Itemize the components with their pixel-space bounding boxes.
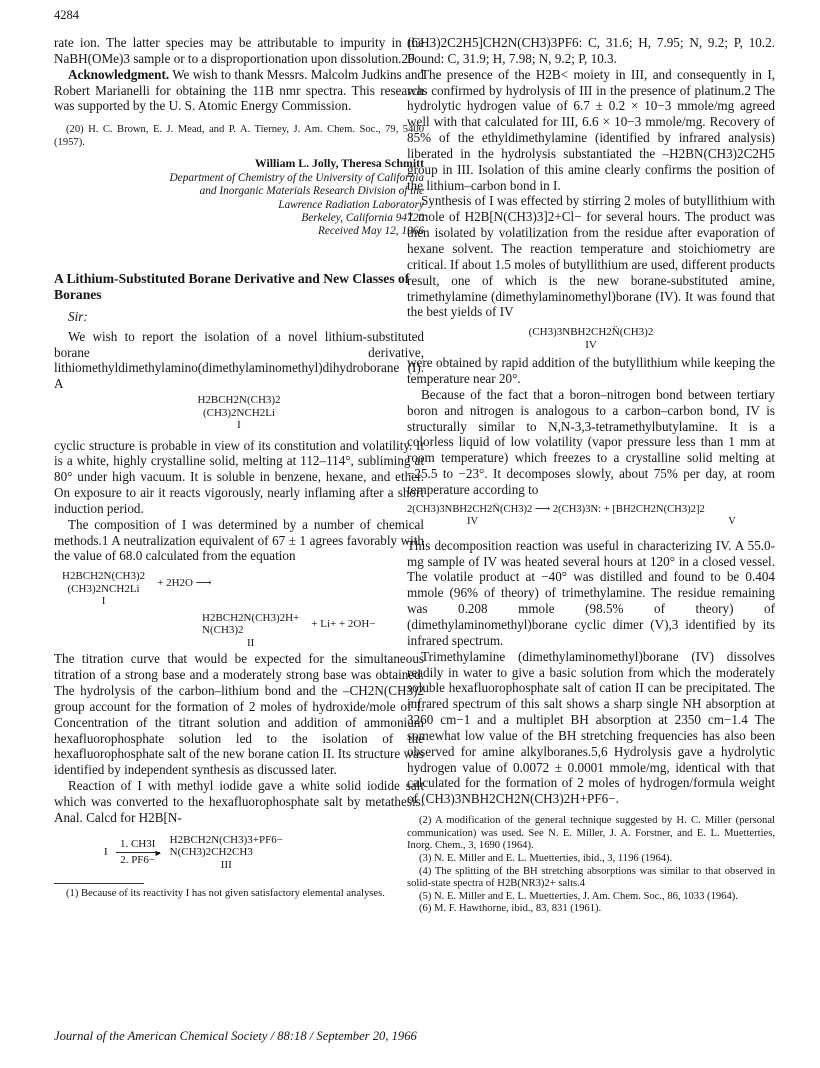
eq-reactant-I-bottom: (CH3)2NCH2Li: [67, 582, 140, 595]
paragraph-decomposition: This decomposition reaction was useful in characterizing IV. A 55.0-mg sample of IV was heated several hours at 120° in a closed vessel. The volatile product at −40° was distilled and found to be 0.404 mmole (96% of theory) of trimethylamine. The residue remaining was 0.208 mmole (98.5% of theory) of (dimethylaminomethyl)borane cyclic dimer (V),3 identified by its infrared spectrum.: [407, 537, 775, 648]
structure-I: [54, 394, 424, 432]
author-names: William L. Jolly, Theresa Schmitt: [254, 156, 424, 171]
equation-hydrolysis: [62, 570, 424, 649]
salutation: Sir:: [68, 308, 88, 324]
equation-III: [104, 834, 424, 872]
eq-decomp-formula: 2(CH3)3NBH2CH2N̈(CH3)2 ⟶ 2(CH3)3N: + [BH2CH2N(CH3)2]2: [407, 503, 705, 515]
footnote-5: (5) N. E. Miller and E. L. Muetterties, J. Am. Chem. Soc., 86, 1033 (1964).: [419, 890, 738, 902]
paragraph-intro: We wish to report the isolation of a novel lithium-substituted borane derivative, lithiomethyldimethylamino(dimethylaminomethyl)dihydroborane (I). A: [54, 328, 424, 392]
footnote-4: (4) The splitting of the BH stretching absorptions was similar to that observed in solid-state spectra of H2B(NR3)2+ salts.4: [407, 865, 775, 890]
eq-III-step-2: 2. PF6−: [120, 853, 156, 866]
article-title: A Lithium-Substituted Borane Derivative and New Classes of Boranes: [54, 270, 410, 302]
structure-IV-label: IV: [585, 338, 597, 351]
eq-reactant-I-label: I: [101, 595, 106, 608]
paragraph-composition: The composition of I was determined by a number of chemical methods.1 A neutralization equivalent of 67 ± 1 agrees favorably with the value of 68.0 calculated from the equation: [54, 516, 424, 564]
acknowledgment: [54, 67, 424, 115]
eq-product-II-rhs: + Li+ + 2OH−: [311, 618, 376, 631]
acknowledgment-body: We wish to thank Messrs. Malcolm Judkins and Robert Marianelli for obtaining the 11B nmr spectra. This research was supported by the U. S. Atomic Energy Commission.: [54, 66, 424, 114]
structure-IV: [407, 326, 775, 351]
structure-I-bottom: (CH3)2NCH2Li: [202, 406, 276, 419]
paragraph-calcd: (CH3)2C2H5]CH2N(CH3)3PF6: C, 31.6; H, 7.95; N, 9.2; P, 10.2. Found: C, 31.9; H, 7.98; N, 9.2; P, 10.3.: [407, 35, 775, 66]
eq-III-arrow: [116, 838, 163, 866]
footnote-3: (3) N. E. Miller and E. L. Muetterties, ibid., 3, 1196 (1964).: [419, 852, 673, 864]
footnote-2: (2) A modification of the general technique suggested by H. C. Miller (personal communication) was used. See N. E. Miller, J. A. Forstner, and E. L. Muetterties, Inorg. Chem., 3, 1690 (1964).: [407, 815, 775, 852]
paragraph-titration: The titration curve that would be expected for the simultaneous titration of a strong base and a moderately strong base was obtained. The hydrolysis of the carbon–lithium bond and the –CH2N(CH3)2 group account for the formation of 2 moles of hydroxide/mole of I. Concentration of the titrant solution and addition of ammonium hexafluorophosphate solution led to the isolation of the hexafluorophosphate salt of the new borane cation II. Its structure was identified by independent synthesis as discussed later.: [54, 651, 424, 778]
eq-decomp-labels: [407, 516, 775, 528]
paragraph-presence: The presence of the H2B< moiety in III, and consequently in I, was confirmed by hydrolysis of III in the presence of platinum.2 The hydrolytic hydrogen value of 6.7 ± 0.2 × 10−3 mmole/mg agreed well with that calculated for III, 6.6 × 10−3 mmole/mg. Recovery of 85% of the ethyldimethylamine (identified by infrared analysis) liberated in the hydrolysis substantiated the –H2BN(CH3)2C2H5 group in III. Isolation of this amine clearly confirms the position of the lithium–carbon bond in I.: [407, 66, 775, 193]
journal-footer: Journal of the American Chemical Society / 88:18 / September 20, 1966: [54, 1029, 417, 1043]
paragraph-synthesis: Synthesis of I was effected by stirring 2 moles of butyllithium with 1 mole of H2B[N(CH3)3]2+Cl− for several hours. The product was then isolated by volatilization from the residue after evaporation of hexane solvent. The reaction temperature and stoichiometry are critical. If about 1.5 moles of butyllithium are used, different products result, one of which is the new borane-substituted amine, trimethylamine (dimethylaminomethyl)borane (IV). It was found that the best yields of IV: [407, 193, 775, 320]
affiliation-line-4: Berkeley, California 94720: [301, 212, 424, 225]
eq-III-reactant: I: [104, 846, 108, 859]
left-column: [54, 35, 424, 901]
eq-III-product-top: H2BCH2N(CH3)3+PF6−: [169, 833, 283, 846]
right-column: [407, 35, 775, 916]
page-number: 4284: [54, 8, 79, 22]
eq-III-product-bottom: N(CH3)2CH2CH3: [169, 846, 253, 859]
paragraph-bond: Because of the fact that a boron–nitrogen bond between tertiary boron and nitrogen is analogous to a carbon–carbon bond, IV is structurally similar to N,N-3,3-tetramethylbutylamine. It is a colorless liquid of low volatility (vapor pressure less than 1 mm at room temperature) which freezes to a crystalline solid melting at −25.5 to −23°. It decomposes slowly, about 75% per day, at room temperature according to: [407, 386, 775, 497]
paragraph-dissolves: Trimethylamine (dimethylaminomethyl)borane (IV) dissolves readily in water to give a basic solution from which the moderately soluble hexafluorophosphate salt of cation II can be precipitated. The infrared spectrum of this salt shows a sharp single NH absorption at 3260 cm−1 and a multiplet BH absorption at 2350 cm−1.4 The somewhat low value of the BH stretching frequencies has also been observed for amine alkylboranes.5,6 Hydrolysis gave a hydrolytic hydrogen value of 0.0072 ± 0.0001 mmole/mg, identical with that calculated for the formation of 2 moles of hydrogen/formula weight of (CH3)3NBH2CH2N(CH3)2H+PF6−.: [407, 648, 775, 807]
eq-III-step-1: 1. CH3I: [119, 838, 156, 851]
footnotes-right: [407, 815, 775, 916]
paragraph-rapid: were obtained by rapid addition of the butyllithium while keeping the temperature near 20°.: [407, 355, 775, 387]
structure-I-label: I: [237, 419, 241, 432]
paragraph-cyclic: cyclic structure is probable in view of its constitution and volatility. It is a white, highly crystalline solid, melting at 112–114°, subliming at 80° under high vacuum. It is soluble in benzene, hexane, and ether. On exposure to air it reacts vigorously, nearly inflaming after a short induction period.: [54, 437, 424, 516]
eq-III-label: III: [220, 858, 232, 871]
eq-III-arrow-line: ►: [116, 852, 160, 853]
eq-product-II-label: II: [246, 636, 255, 649]
eq-plus-water: + 2H2O ⟶: [157, 576, 212, 589]
paragraph-methyl-iodide: Reaction of I with methyl iodide gave a white solid iodide salt which was converted to the hexafluorophosphate salt by metathesis. Anal. Calcd for H2B[N-: [54, 778, 424, 825]
footnote-20: (20) H. C. Brown, E. J. Mead, and P. A. Tierney, J. Am. Chem. Soc., 79, 5400 (1957).: [54, 124, 424, 148]
equation-decomposition: [407, 504, 775, 528]
footnote-6: (6) M. F. Hawthorne, ibid., 83, 831 (1961).: [419, 903, 602, 915]
eq-product-II-bottom: N(CH3)2: [202, 624, 244, 637]
footnote-1: (1) Because of its reactivity I has not given satisfactory elemental analyses.: [66, 888, 385, 900]
eq-reactant-I-top: H2BCH2N(CH3)2: [62, 570, 146, 583]
affiliation-line-1: Department of Chemistry of the University of California: [169, 171, 424, 184]
structure-I-top: H2BCH2N(CH3)2: [197, 394, 281, 407]
eq-decomp-label-V: V: [728, 515, 736, 527]
affiliation-line-3: Lawrence Radiation Laboratory: [278, 198, 424, 211]
eq-product-II-top: H2BCH2N(CH3)2H+: [202, 611, 300, 624]
footnote-rule: [54, 883, 144, 884]
affiliation-line-2: and Inorganic Materials Research Division of the: [199, 185, 424, 198]
paragraph-rate-ion: rate ion. The latter species may be attributable to impurity in the NaBH(OMe)3 sample or to a disproportionation upon dissolution.20: [54, 35, 424, 66]
author-signature: [54, 157, 424, 238]
received-date: Received May 12, 1966: [317, 225, 424, 238]
eq-decomp-label-IV: IV: [467, 515, 479, 527]
acknowledgment-heading: Acknowledgment.: [68, 66, 170, 82]
structure-IV-formula: (CH3)3NBH2CH2N̈(CH3)2: [528, 326, 654, 339]
